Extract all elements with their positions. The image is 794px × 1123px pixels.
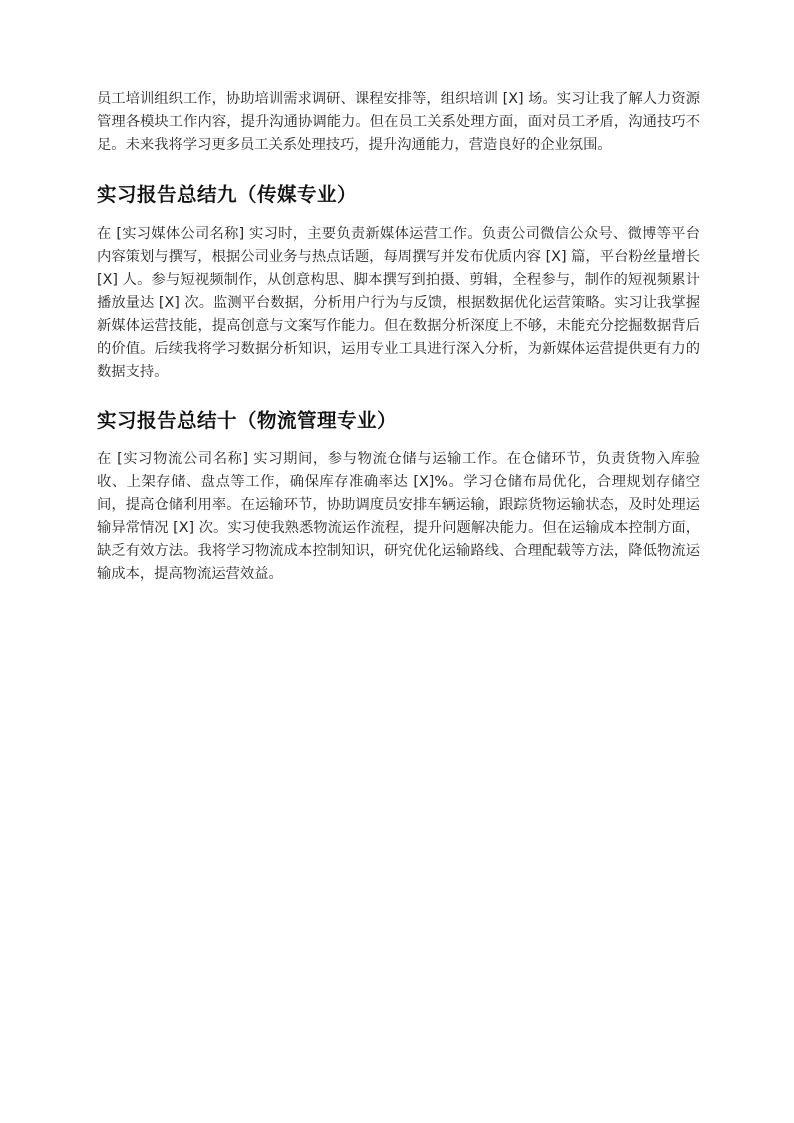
- section-9-paragraph: 在 [实习媒体公司名称] 实习时，主要负责新媒体运营工作。负责公司微信公众号、微博等平台内容策划与撰写，根据公司业务与热点话题，每周撰写并发布优质内容 [X] 篇，平台粉丝量增长 [X] 人。参与短视频制作，从创意构思、脚本撰写到拍摄、剪辑，全程参与，制作的短视频累计播放量达 [X] 次。监测平台数据，分析用户行为与反馈，根据数据优化运营策略。实习让我掌握新媒体运营技能，提高创意与文案写作能力。但在数据分析深度上不够，未能充分挖掘数据背后的价值。后续我将学习数据分析知识，运用专业工具进行深入分析，为新媒体运营提供更有力的数据支持。: [97, 226, 700, 380]
- section-10-heading: 实习报告总结十（物流管理专业）: [97, 409, 398, 432]
- section-10-paragraph: 在 [实习物流公司名称] 实习期间，参与物流仓储与运输工作。在仓储环节，负责货物入库验收、上架存储、盘点等工作，确保库存准确率达 [X]%。学习仓储布局优化，合理规划存储空间，提高仓储利用率。在运输环节，协助调度员安排车辆运输，跟踪货物运输状态，及时处理运输异常情况 [X] 次。实习使我熟悉物流运作流程，提升问题解决能力。但在运输成本控制方面，缺乏有效方法。我将学习物流成本控制知识，研究优化运输路线、合理配载等方法，降低物流运输成本，提高物流运营效益。: [97, 451, 700, 582]
- document-page: [97, 88, 700, 586]
- section-9-heading: 实习报告总结九（传媒专业）: [97, 183, 358, 206]
- intro-paragraph: 员工培训组织工作，协助培训需求调研、课程安排等，组织培训 [X] 场。实习让我了解人力资源管理各模块工作内容，提升沟通协调能力。但在员工关系处理方面，面对员工矛盾，沟通技巧不足。未来我将学习更多员工关系处理技巧，提升沟通能力，营造良好的企业氛围。: [97, 91, 700, 153]
